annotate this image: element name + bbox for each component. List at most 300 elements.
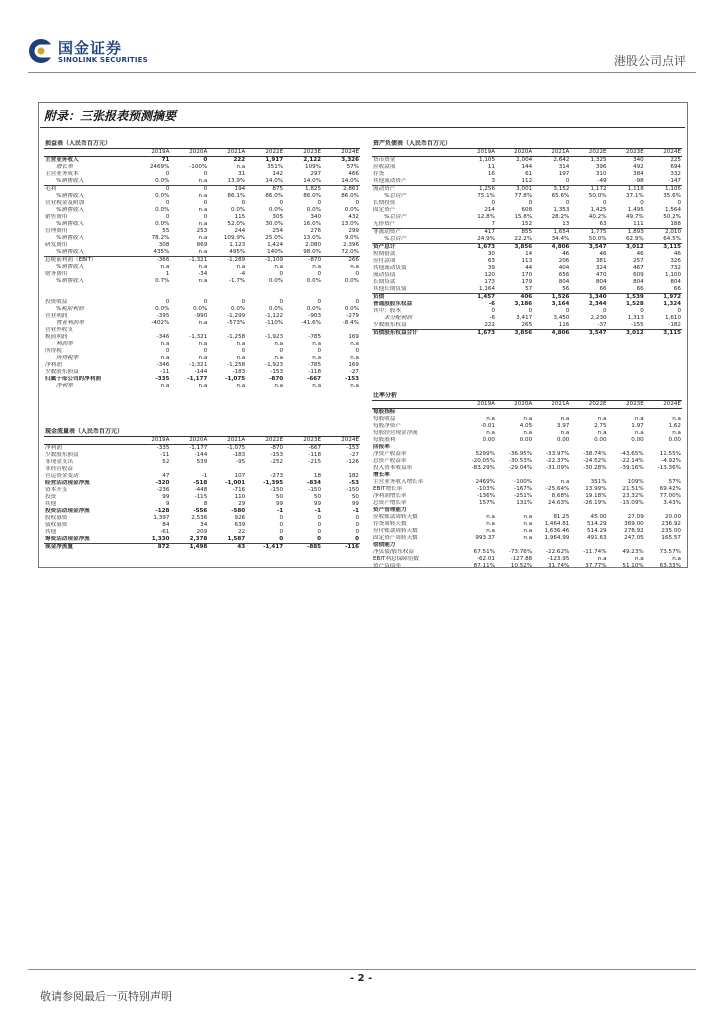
row-label: 长期贷款 xyxy=(373,279,396,285)
row-label: %销售收入 xyxy=(56,278,84,284)
row-label: %销售收入 xyxy=(56,235,84,241)
cell-value xyxy=(496,507,533,514)
cell-value: 1,397 xyxy=(153,515,170,521)
row-label: 总资产增长率 xyxy=(373,500,407,506)
cell-value: -53 xyxy=(348,480,359,486)
cell-value: 77.00% xyxy=(659,493,681,499)
cell-value: 1,340 xyxy=(570,294,607,302)
cell-value: 52 xyxy=(162,459,170,465)
row-label: 存货 xyxy=(373,171,385,177)
cell-value xyxy=(533,472,570,479)
table-row xyxy=(44,445,360,453)
table-row xyxy=(44,214,360,221)
cell-value: n.a xyxy=(560,430,570,436)
cell-value: -31.09% xyxy=(546,465,570,471)
cell-value: 56 xyxy=(562,286,570,292)
cell-value: -1.7% xyxy=(228,278,246,284)
cell-value: 109.9% xyxy=(223,235,246,241)
cell-value: 1,893 xyxy=(608,229,645,237)
table-row xyxy=(44,501,360,508)
cell-value: 206 xyxy=(558,258,570,264)
cell-value: 0 xyxy=(279,348,284,354)
year-header: 2024E xyxy=(645,401,682,409)
cell-value: 24.63% xyxy=(548,500,570,506)
table-row xyxy=(44,257,360,265)
cell-value: 34 xyxy=(200,522,208,528)
cell-value: 0.0% xyxy=(306,207,322,213)
cell-value: 86.0% xyxy=(341,193,359,199)
cell-value: 31.74% xyxy=(548,563,570,569)
row-label: %销售收入 xyxy=(56,221,84,227)
row-label: 毛利 xyxy=(44,186,132,194)
cell-value: -123.95 xyxy=(547,556,570,562)
cell-value xyxy=(459,444,496,451)
cell-value: 170 xyxy=(521,272,533,278)
row-label: 流动资产 xyxy=(372,186,459,194)
row-label xyxy=(44,285,132,292)
cell-value: 1,325 xyxy=(590,157,607,163)
table-row xyxy=(44,459,360,466)
cell-value: 1,324 xyxy=(663,301,681,307)
cell-value: 1,457 xyxy=(459,294,496,302)
cell-value: 2,080 xyxy=(305,242,322,248)
cell-value: 314 xyxy=(558,164,570,170)
cell-value xyxy=(645,507,682,514)
cell-value: -990 xyxy=(194,313,208,319)
cell-value: 7 xyxy=(491,221,495,227)
cell-value: n.a xyxy=(198,221,208,227)
cell-value: 16.0% xyxy=(303,221,322,227)
cell-value: 0.00 xyxy=(594,437,607,443)
cell-value: 0 xyxy=(203,171,208,177)
cell-value: 116 xyxy=(558,322,570,328)
logo-name-cn: 国金证券 xyxy=(58,39,123,57)
cell-value: 0 xyxy=(677,308,681,314)
cell-value: -183 xyxy=(232,452,246,458)
cell-value: 0 xyxy=(640,308,644,314)
cell-value: 1,464.81 xyxy=(544,521,570,527)
cell-value: -335 xyxy=(156,445,170,451)
cell-value: -150 xyxy=(308,487,322,493)
cell-value: -150 xyxy=(346,487,359,493)
cell-value: -83.29% xyxy=(471,465,495,471)
cell-value: n.a xyxy=(236,264,246,270)
table-row xyxy=(372,423,682,430)
row-label: 息税前利润（EBIT） xyxy=(44,257,132,265)
row-label: 营业利润 xyxy=(45,313,68,319)
cell-value: n.a xyxy=(560,479,570,485)
cell-value: 467 xyxy=(633,265,644,271)
cell-value: 0.0% xyxy=(344,278,359,284)
cell-value xyxy=(208,466,246,473)
cell-value: 1,313 xyxy=(627,315,644,321)
row-label: 其他 xyxy=(45,501,57,507)
cell-value: 50 xyxy=(351,494,359,500)
row-label: 其中：股本 xyxy=(373,308,401,314)
cell-value: 1,164 xyxy=(478,286,495,292)
table-row xyxy=(372,493,682,500)
cell-value: n.a xyxy=(486,416,495,422)
row-label: 筹资活动现金净流 xyxy=(45,536,90,542)
cell-value: -118 xyxy=(308,452,322,458)
cell-value: -103% xyxy=(476,486,495,492)
cell-value: -1,075 xyxy=(227,445,246,451)
table-row xyxy=(44,320,360,327)
cell-value: 57% xyxy=(346,164,359,170)
table-row xyxy=(44,334,360,341)
cell-value: 0.0% xyxy=(344,306,359,312)
cell-value: 57 xyxy=(525,286,533,292)
cell-value: 0.00 xyxy=(556,437,570,443)
row-label: 普通股股东权益 xyxy=(373,301,413,307)
cell-value: 61 xyxy=(525,171,533,177)
row-label: 经营活动现金净流 xyxy=(45,480,90,486)
table-row xyxy=(372,193,682,200)
cell-value: 310 xyxy=(595,171,607,177)
cell-value: 157% xyxy=(479,500,495,506)
row-label: 营业利润率 xyxy=(56,320,84,326)
cell-value: -580 xyxy=(231,508,246,514)
cell-value: 1,330 xyxy=(151,536,170,542)
cell-value: 99 xyxy=(313,501,322,507)
cell-value xyxy=(170,292,208,299)
cell-value: 0 xyxy=(170,186,208,194)
row-label: 短期借款 xyxy=(373,251,396,257)
cell-value: -870 xyxy=(269,376,284,382)
row-label: 固定资产周转天数 xyxy=(373,535,418,541)
cell-value: 22 xyxy=(238,529,246,535)
year-header: 2019A xyxy=(459,401,496,409)
cell-value: 188 xyxy=(670,221,681,227)
row-label: 非现金支出 xyxy=(45,459,73,465)
cell-value: -834 xyxy=(307,480,322,486)
cell-value: 169 xyxy=(348,362,359,368)
table-row xyxy=(44,341,360,348)
cell-value: 0 xyxy=(132,186,170,194)
cell-value: 305 xyxy=(272,214,284,220)
cell-value: 351% xyxy=(267,164,284,170)
cell-value: 63.33% xyxy=(659,563,681,569)
cell-value: -4 xyxy=(239,271,246,277)
row-label: 投资活动现金净流 xyxy=(45,508,90,514)
cell-value: 40.2% xyxy=(588,214,607,220)
cell-value: 0 xyxy=(491,308,495,314)
cell-value: 404 xyxy=(558,265,570,271)
cell-value: 0 xyxy=(603,200,607,206)
table-row xyxy=(372,437,682,444)
cell-value: 1,636.46 xyxy=(544,528,570,534)
table-row xyxy=(44,271,360,278)
cell-value: -73.76% xyxy=(508,549,533,555)
cell-value: -116 xyxy=(322,544,360,552)
cell-value: 0 xyxy=(355,271,359,277)
row-label: 税前利润 xyxy=(45,334,68,340)
row-label: 净负债/股东权益 xyxy=(373,549,415,555)
cell-value: 1,610 xyxy=(664,315,681,321)
cell-value: n.a xyxy=(312,341,322,347)
cell-value: 18 xyxy=(313,473,322,479)
cell-value: n.a xyxy=(198,235,208,241)
cell-value: 71 xyxy=(161,157,170,163)
cell-value: 266 xyxy=(322,257,360,265)
table-row xyxy=(372,236,682,244)
cell-value: 44 xyxy=(525,265,533,271)
cell-value: 194 xyxy=(208,186,246,194)
cell-value: 47 xyxy=(162,473,170,479)
cell-value: 0 xyxy=(355,536,359,542)
cell-value: 75.1% xyxy=(477,193,495,199)
cell-value: 63 xyxy=(487,258,495,264)
cell-value: 0.0% xyxy=(230,306,246,312)
cell-value: 66 xyxy=(599,286,607,292)
cell-value: 926 xyxy=(234,515,246,521)
cell-value: 244 xyxy=(234,228,246,234)
cell-value: 78.2% xyxy=(151,235,170,241)
cell-value xyxy=(533,444,570,451)
cell-value: 0.0% xyxy=(268,207,284,213)
cell-value: 0 xyxy=(565,308,570,314)
cell-value: 51.10% xyxy=(622,563,644,569)
cell-value xyxy=(608,507,645,514)
cell-value: -279 xyxy=(346,313,359,319)
row-label: 回报率 xyxy=(373,444,390,450)
year-header: 2024E xyxy=(645,149,682,157)
cell-value: 0.0% xyxy=(155,178,170,184)
cell-value: 9 xyxy=(165,501,170,507)
cell-value: 804 xyxy=(633,279,644,285)
cell-value xyxy=(322,285,360,292)
cell-value: n.a xyxy=(312,355,322,361)
row-label: 资产总计 xyxy=(372,244,459,252)
cell-value: 3,152 xyxy=(533,186,570,194)
row-label: 负债股东权益合计 xyxy=(372,330,459,338)
cell-value: -1,923 xyxy=(265,362,284,368)
cell-value: 169 xyxy=(348,334,359,340)
year-header: 2020A xyxy=(170,149,208,157)
cell-value: -1 xyxy=(201,473,208,479)
table-row xyxy=(44,278,360,285)
cell-value: 0 xyxy=(317,515,322,521)
table-row xyxy=(44,452,360,459)
cell-value: 2,536 xyxy=(191,515,208,521)
row-label: 货币资金 xyxy=(373,157,396,163)
cell-value: 2,396 xyxy=(342,242,359,248)
table-row xyxy=(44,480,360,487)
row-label: 投资 xyxy=(45,494,57,500)
cell-value: 247.05 xyxy=(624,535,644,541)
cell-value: 0.0% xyxy=(268,306,284,312)
cell-value: n.a xyxy=(672,556,681,562)
cell-value xyxy=(246,292,284,299)
table-row xyxy=(372,186,682,194)
cell-value: 0.0% xyxy=(306,306,322,312)
cell-value: 0 xyxy=(165,348,170,354)
cell-value: -251% xyxy=(514,493,533,499)
cell-value: n.a xyxy=(198,278,208,284)
row-label: 所得税率 xyxy=(56,355,79,361)
cell-value xyxy=(645,444,682,451)
cell-value: 0 xyxy=(355,529,359,535)
table-row xyxy=(372,500,682,507)
table-row xyxy=(372,322,682,330)
cell-value: -22.14% xyxy=(620,458,644,464)
year-header: 2019A xyxy=(459,149,496,157)
row-label: 净利润 xyxy=(45,445,62,451)
cell-value: 3,856 xyxy=(496,244,533,252)
cell-value xyxy=(322,292,360,299)
cell-value: 21.51% xyxy=(622,486,644,492)
cell-value: 340 xyxy=(310,214,322,220)
cell-value: 46 xyxy=(673,251,681,257)
cell-value: 1,673 xyxy=(459,244,496,252)
cell-value: n.a xyxy=(523,430,533,436)
cell-value: 66 xyxy=(636,286,644,292)
cell-value: 0 xyxy=(317,271,322,277)
cell-value: 81.25 xyxy=(553,514,570,520)
cell-value: n.a xyxy=(198,193,208,199)
cell-value: 804 xyxy=(595,279,607,285)
cashflow-statement-table xyxy=(44,428,360,551)
table-row xyxy=(44,285,360,292)
cell-value: 20.00 xyxy=(664,514,681,520)
cell-value: 225 xyxy=(670,157,681,163)
cell-value: 0 xyxy=(165,171,170,177)
cell-value: 5299% xyxy=(475,451,495,457)
cell-value: 55 xyxy=(162,228,170,234)
cell-value: 855 xyxy=(496,229,533,237)
cell-value xyxy=(170,285,208,292)
cell-value: 0.00 xyxy=(519,437,533,443)
cell-value: -30.28% xyxy=(583,465,607,471)
cell-value: 340 xyxy=(633,157,644,163)
cell-value: -1,289 xyxy=(208,257,246,265)
cell-value: -667 xyxy=(308,445,322,451)
cell-value: -1,075 xyxy=(225,376,246,382)
cell-value: 109% xyxy=(627,479,644,485)
row-label: 其他流动资产 xyxy=(373,178,407,184)
cell-value xyxy=(246,285,284,292)
cell-value: -30.53% xyxy=(508,458,533,464)
cell-value: n.a xyxy=(350,341,359,347)
cell-value: n.a xyxy=(198,341,208,347)
cell-value: 0 xyxy=(203,214,208,220)
cell-value: n.a xyxy=(634,430,644,436)
cell-value: -1,109 xyxy=(246,257,284,265)
table-row xyxy=(44,235,360,242)
cell-value: 0 xyxy=(355,515,359,521)
cell-value: 3.97 xyxy=(556,423,570,429)
row-label: 应收款项 xyxy=(373,164,396,170)
cell-value: 77.8% xyxy=(514,193,533,199)
cell-value: -100% xyxy=(514,479,533,485)
cell-value xyxy=(459,472,496,479)
row-label: 净利润增长率 xyxy=(373,493,407,499)
cell-value: -153 xyxy=(345,376,359,382)
row-label: 主营业务收入 xyxy=(45,157,79,163)
cell-value: 173 xyxy=(484,279,495,285)
cell-value xyxy=(570,472,607,479)
table-row xyxy=(372,465,682,472)
cell-value: 29 xyxy=(238,501,246,507)
cell-value: 3,186 xyxy=(514,301,533,307)
table-row xyxy=(372,330,682,338)
table-row xyxy=(372,542,682,549)
table-row xyxy=(44,487,360,494)
row-label: 股权募资 xyxy=(45,515,68,521)
cell-value xyxy=(284,466,322,473)
cell-value: n.a xyxy=(523,416,533,422)
cell-value xyxy=(322,466,360,473)
cell-value: 278.92 xyxy=(624,528,644,534)
cell-value: 27.09 xyxy=(627,514,644,520)
cell-value: -144 xyxy=(194,452,208,458)
cell-value: 50.2% xyxy=(663,214,681,220)
cell-value: -115 xyxy=(194,494,208,500)
cell-value: 0 xyxy=(279,299,284,305)
cell-value: 214 xyxy=(484,207,495,213)
cell-value: 0 xyxy=(317,529,322,535)
cell-value: 435% xyxy=(153,249,170,255)
cell-value: 9.0% xyxy=(344,235,359,241)
cell-value: 0 xyxy=(355,200,359,206)
cell-value: 72.0% xyxy=(341,249,359,255)
cell-value: 539 xyxy=(196,459,208,465)
cell-value xyxy=(459,507,496,514)
cell-value: -182 xyxy=(668,322,681,328)
cell-value: 235.00 xyxy=(661,528,681,534)
table-row xyxy=(44,221,360,228)
cell-value: 2,344 xyxy=(588,301,607,307)
footer-rule xyxy=(28,969,696,970)
cell-value xyxy=(132,292,170,299)
cell-value: -518 xyxy=(193,480,208,486)
cell-value: 1,587 xyxy=(227,536,246,542)
cell-value: 152 xyxy=(521,221,533,227)
table-row xyxy=(372,486,682,493)
cell-value: 30 xyxy=(487,251,495,257)
row-label: 每股经营现金净流 xyxy=(373,430,418,436)
cell-value: 49.7% xyxy=(625,214,644,220)
cell-value: -1,122 xyxy=(265,313,284,319)
table-row xyxy=(44,306,360,313)
cell-value: 369.00 xyxy=(624,521,644,527)
row-label: 每股净资产 xyxy=(373,423,401,429)
year-header: 2023E xyxy=(284,437,322,445)
year-header: 2019A xyxy=(132,149,170,157)
cell-value: 1.97 xyxy=(631,423,644,429)
row-label: 资本开支 xyxy=(45,487,68,493)
cell-value: 253 xyxy=(196,228,208,234)
cell-value: 112 xyxy=(521,178,533,184)
cell-value xyxy=(132,327,170,334)
cell-value xyxy=(570,444,607,451)
cell-value: 197 xyxy=(558,171,570,177)
cell-value xyxy=(322,327,360,334)
cell-value: 381 xyxy=(595,258,607,264)
cell-value: 86.0% xyxy=(303,193,322,199)
cell-value xyxy=(284,327,322,334)
cell-value: 3,012 xyxy=(608,244,645,252)
cell-value: -153 xyxy=(270,452,284,458)
row-label: 其他流动负债 xyxy=(373,265,407,271)
table-row xyxy=(372,563,682,570)
row-label: 应付款项 xyxy=(373,258,396,264)
cell-value: 1,775 xyxy=(570,229,607,237)
cell-value: 3,115 xyxy=(645,330,682,338)
cell-value: 0 xyxy=(528,200,533,206)
cell-value: 39 xyxy=(487,265,495,271)
row-label: 负债 xyxy=(372,294,459,302)
